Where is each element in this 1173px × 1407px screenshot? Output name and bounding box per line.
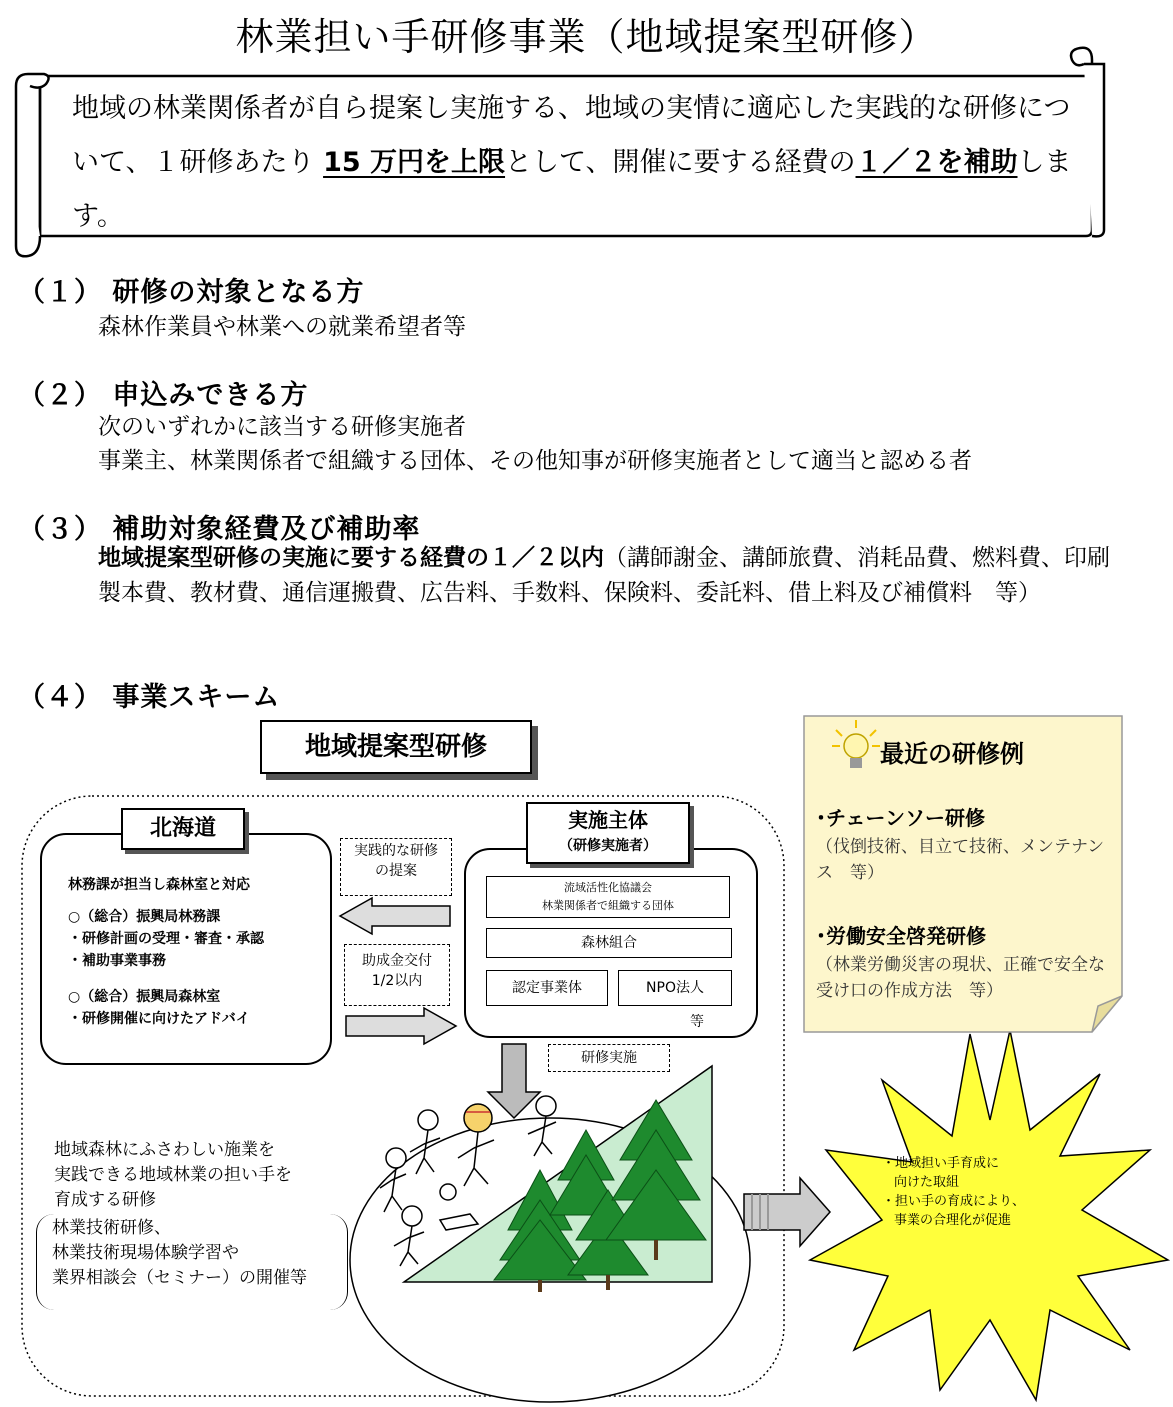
page-title: 林業担い手研修事業（地域提案型研修）	[235, 15, 938, 59]
org-certified: 認定事業体	[486, 970, 608, 1006]
result-text	[882, 1154, 1025, 1230]
hokkaido-line3: ・研修計画の受理・審査・承認	[68, 931, 264, 947]
hokkaido-line1: 林務課が担当し森林室と対応	[68, 877, 250, 893]
result-line2: 向けた取組	[894, 1175, 960, 1190]
section-2-body-2: 事業主、林業関係者で組織する団体、その他知事が研修実施者として適当と認める者	[98, 448, 972, 474]
summary-part1: 地域の林業関係者が自ら提案し実施する、地域の実情に適応した実践的な研修について、１研修あたり	[72, 93, 1071, 178]
recent-item2-title: ･労働安全啓発研修	[816, 924, 986, 948]
training-exec-label: 研修実施	[548, 1044, 670, 1072]
hokkaido-line6: ・研修開催に向けたアドバイ	[68, 1011, 250, 1027]
section-2-heading: （２） 申込みできる方	[18, 380, 309, 411]
section-2-body-1: 次のいずれかに該当する研修実施者	[98, 414, 466, 440]
org-forest-union: 森林組合	[486, 928, 732, 958]
jisshi-label-box	[526, 802, 690, 864]
left-desc-line1: 地域森林にふさわしい施業を	[54, 1140, 275, 1160]
proposal-line1: 実践的な研修	[354, 843, 438, 859]
summary-part3: します。	[72, 147, 1072, 232]
section-3-bold: 地域提案型研修の実施に要する経費の１／２以内	[98, 545, 604, 571]
hokkaido-line5: ○（総合）振興局森林室	[68, 989, 221, 1005]
limit-highlight: 15 万円を上限	[323, 147, 506, 178]
section-4-heading: （４） 事業スキーム	[18, 682, 281, 713]
hokkaido-line2: ○（総合）振興局林務課	[68, 909, 221, 925]
jisshi-label: 実施主体	[568, 808, 648, 832]
section-1-heading: （１） 研修の対象となる方	[18, 277, 365, 308]
summary-text	[72, 82, 1072, 244]
grant-box	[344, 944, 450, 1006]
section-3-heading: （３） 補助対象経費及び補助率	[18, 514, 421, 545]
section-3-rest: （講師謝金、講師旅費、消耗品費、燃料費、印刷製本費、教材費、通信運搬費、広告料、手数料、保険料、委託料、借上料及び補償料 等）	[98, 545, 1110, 606]
grant-line2: 1/2以内	[371, 973, 423, 989]
hokkaido-line4: ・補助事業事務	[68, 953, 166, 969]
examples-line2: 林業技術現場体験学習や	[52, 1243, 239, 1263]
org-council	[486, 876, 730, 918]
left-desc	[54, 1138, 292, 1213]
proposal-box	[340, 838, 452, 896]
grant-line1: 助成金交付	[362, 953, 432, 969]
subsidy-highlight: １／２を補助	[855, 147, 1018, 178]
jisshi-sub: （研修実施者）	[559, 838, 657, 854]
left-desc-line2: 実践できる地域林業の担い手を	[54, 1165, 292, 1185]
section-3-body	[98, 541, 1118, 611]
org-council-line2: 林業関係者で組織する団体	[542, 899, 674, 912]
org-council-line1: 流域活性化協議会	[564, 881, 652, 894]
recent-item2-desc: （林業労働災害の現状、正確で安全な受け口の作成方法 等）	[816, 955, 1105, 1001]
examples-line3: 業界相談会（セミナー）の開催等	[52, 1268, 307, 1288]
left-desc-line3: 育成する研修	[54, 1190, 156, 1210]
hokkaido-label: 北海道	[121, 808, 245, 850]
section-1-body: 森林作業員や林業への就業希望者等	[98, 314, 466, 340]
result-line4: 事業の合理化が促進	[894, 1213, 1012, 1228]
scheme-main-label: 地域提案型研修	[260, 720, 532, 774]
examples	[52, 1216, 307, 1291]
recent-item1-title: ･チェーンソー研修	[816, 806, 985, 830]
proposal-line2: の提案	[375, 863, 417, 879]
org-etc: 等	[690, 1014, 704, 1030]
summary-part2: として、開催に要する経費の	[505, 147, 856, 178]
examples-line1: 林業技術研修、	[52, 1218, 171, 1238]
recent-item1-desc: （伐倒技術、目立て技術、メンテナンス 等）	[816, 837, 1105, 883]
org-npo: NPO法人	[618, 970, 732, 1006]
result-line1: ・地域担い手育成に	[882, 1156, 1000, 1171]
recent-title: 最近の研修例	[880, 740, 1024, 768]
result-line3: ・担い手の育成により、	[882, 1194, 1026, 1209]
